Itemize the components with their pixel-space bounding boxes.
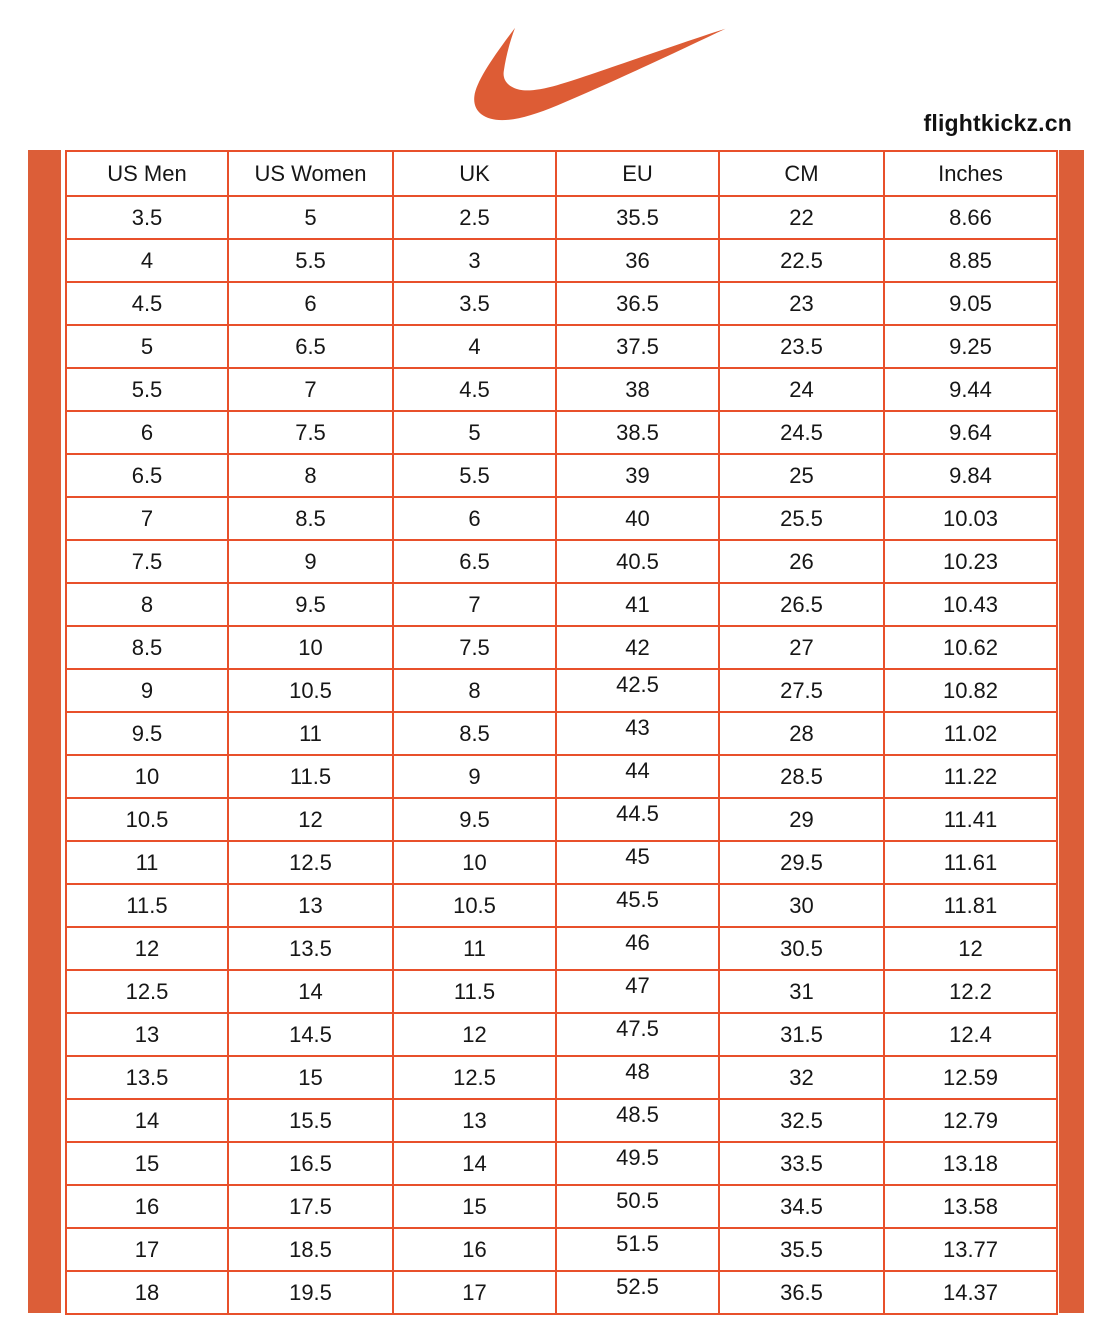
size-cell: 35.5 [719,1228,884,1271]
size-cell: 9.05 [884,282,1057,325]
table-row [66,1228,1057,1271]
size-cell: 35.5 [556,196,719,239]
table-row [66,1013,1057,1056]
size-cell: 22 [719,196,884,239]
size-cell: 42.5 [556,669,719,712]
size-cell: 11.02 [884,712,1057,755]
size-cell: 3.5 [393,282,556,325]
size-cell: 6 [66,411,228,454]
size-cell: 51.5 [556,1228,719,1271]
size-cell: 12 [393,1013,556,1056]
size-cell: 3.5 [66,196,228,239]
size-cell: 13 [393,1099,556,1142]
size-cell: 47 [556,970,719,1013]
size-cell: 23.5 [719,325,884,368]
table-row [66,669,1057,712]
size-cell: 50.5 [556,1185,719,1228]
size-cell: 30 [719,884,884,927]
size-cell: 22.5 [719,239,884,282]
size-cell: 9.25 [884,325,1057,368]
size-cell: 17 [393,1271,556,1314]
size-cell: 32 [719,1056,884,1099]
size-cell: 7.5 [228,411,393,454]
size-cell: 32.5 [719,1099,884,1142]
size-cell: 13.5 [66,1056,228,1099]
size-cell: 10.43 [884,583,1057,626]
size-cell: 28 [719,712,884,755]
size-cell: 17 [66,1228,228,1271]
size-cell: 45.5 [556,884,719,927]
size-table [65,150,1058,1315]
size-chart-container [28,150,1082,1313]
size-cell: 26.5 [719,583,884,626]
table-row [66,1142,1057,1185]
header-row [66,151,1057,196]
size-cell: 18.5 [228,1228,393,1271]
size-cell: 13 [66,1013,228,1056]
left-accent-bar [28,150,61,1313]
size-cell: 18 [66,1271,228,1314]
size-table-header [66,151,1057,196]
size-cell: 6 [228,282,393,325]
size-cell: 11.5 [393,970,556,1013]
size-cell: 36 [556,239,719,282]
size-cell: 27.5 [719,669,884,712]
size-cell: 11 [393,927,556,970]
size-cell: 2.5 [393,196,556,239]
size-cell: 5 [393,411,556,454]
size-cell: 12.5 [66,970,228,1013]
size-cell: 16.5 [228,1142,393,1185]
size-cell: 23 [719,282,884,325]
size-cell: 11 [228,712,393,755]
size-cell: 46 [556,927,719,970]
size-cell: 9.44 [884,368,1057,411]
size-cell: 8.5 [393,712,556,755]
size-cell: 5 [228,196,393,239]
size-cell: 12.79 [884,1099,1057,1142]
size-cell: 4 [393,325,556,368]
table-row [66,325,1057,368]
size-cell: 43 [556,712,719,755]
table-row [66,1099,1057,1142]
size-cell: 31 [719,970,884,1013]
size-cell: 52.5 [556,1271,719,1314]
size-cell: 10.5 [228,669,393,712]
table-row [66,239,1057,282]
size-cell: 12.2 [884,970,1057,1013]
size-cell: 37.5 [556,325,719,368]
size-cell: 28.5 [719,755,884,798]
size-cell: 13.58 [884,1185,1057,1228]
size-cell: 13.5 [228,927,393,970]
table-row [66,927,1057,970]
size-cell: 8.66 [884,196,1057,239]
size-cell: 8 [393,669,556,712]
size-cell: 15 [393,1185,556,1228]
size-cell: 6 [393,497,556,540]
size-cell: 27 [719,626,884,669]
size-cell: 7 [228,368,393,411]
size-cell: 16 [66,1185,228,1228]
table-row [66,583,1057,626]
size-cell: 12 [228,798,393,841]
size-table-body [66,196,1057,1314]
size-cell: 9.84 [884,454,1057,497]
size-cell: 11.61 [884,841,1057,884]
size-cell: 33.5 [719,1142,884,1185]
size-cell: 34.5 [719,1185,884,1228]
size-cell: 10 [66,755,228,798]
size-cell: 11.81 [884,884,1057,927]
table-row [66,712,1057,755]
size-cell: 12 [66,927,228,970]
size-cell: 25.5 [719,497,884,540]
size-cell: 8.5 [228,497,393,540]
size-cell: 9 [66,669,228,712]
size-cell: 19.5 [228,1271,393,1314]
table-row [66,970,1057,1013]
size-cell: 26 [719,540,884,583]
size-cell: 12.4 [884,1013,1057,1056]
size-cell: 14 [393,1142,556,1185]
size-cell: 8.5 [66,626,228,669]
size-cell: 48.5 [556,1099,719,1142]
nike-swoosh-icon [448,26,726,122]
size-cell: 13.18 [884,1142,1057,1185]
size-cell: 16 [393,1228,556,1271]
table-row [66,626,1057,669]
size-cell: 11.22 [884,755,1057,798]
table-row [66,411,1057,454]
size-cell: 15 [228,1056,393,1099]
size-cell: 4.5 [393,368,556,411]
table-row [66,884,1057,927]
size-cell: 14 [66,1099,228,1142]
size-cell: 49.5 [556,1142,719,1185]
table-row [66,368,1057,411]
size-cell: 11.5 [228,755,393,798]
size-cell: 12 [884,927,1057,970]
size-cell: 40.5 [556,540,719,583]
size-cell: 7 [66,497,228,540]
size-cell: 6.5 [66,454,228,497]
size-cell: 24 [719,368,884,411]
size-cell: 36.5 [719,1271,884,1314]
size-cell: 38.5 [556,411,719,454]
size-cell: 15.5 [228,1099,393,1142]
size-cell: 10 [228,626,393,669]
size-cell: 6.5 [393,540,556,583]
column-header: US Men [66,151,228,196]
size-cell: 24.5 [719,411,884,454]
size-cell: 39 [556,454,719,497]
size-cell: 5.5 [66,368,228,411]
size-cell: 38 [556,368,719,411]
size-cell: 10.5 [66,798,228,841]
size-cell: 12.5 [393,1056,556,1099]
size-cell: 40 [556,497,719,540]
size-cell: 4.5 [66,282,228,325]
table-row [66,497,1057,540]
size-cell: 14.5 [228,1013,393,1056]
column-header: US Women [228,151,393,196]
size-cell: 47.5 [556,1013,719,1056]
size-cell: 29.5 [719,841,884,884]
size-cell: 13.77 [884,1228,1057,1271]
table-row [66,798,1057,841]
size-cell: 10 [393,841,556,884]
table-row [66,282,1057,325]
size-cell: 7 [393,583,556,626]
size-cell: 11.5 [66,884,228,927]
size-cell: 30.5 [719,927,884,970]
size-cell: 3 [393,239,556,282]
size-cell: 8 [66,583,228,626]
table-row [66,196,1057,239]
table-row [66,1185,1057,1228]
size-cell: 4 [66,239,228,282]
size-cell: 13 [228,884,393,927]
size-cell: 5.5 [228,239,393,282]
size-cell: 45 [556,841,719,884]
size-cell: 25 [719,454,884,497]
size-cell: 41 [556,583,719,626]
column-header: CM [719,151,884,196]
table-row [66,454,1057,497]
size-cell: 9.64 [884,411,1057,454]
size-cell: 14 [228,970,393,1013]
size-cell: 11.41 [884,798,1057,841]
size-cell: 36.5 [556,282,719,325]
right-accent-bar [1059,150,1084,1313]
table-row [66,755,1057,798]
size-cell: 9 [393,755,556,798]
size-cell: 9.5 [66,712,228,755]
size-cell: 15 [66,1142,228,1185]
size-cell: 14.37 [884,1271,1057,1314]
size-cell: 10.82 [884,669,1057,712]
size-cell: 7.5 [393,626,556,669]
size-cell: 5.5 [393,454,556,497]
size-cell: 9.5 [228,583,393,626]
watermark-text: flightkickz.cn [923,110,1072,136]
size-cell: 12.59 [884,1056,1057,1099]
size-cell: 10.03 [884,497,1057,540]
size-cell: 10.23 [884,540,1057,583]
column-header: Inches [884,151,1057,196]
size-cell: 48 [556,1056,719,1099]
column-header: EU [556,151,719,196]
size-cell: 11 [66,841,228,884]
table-row [66,1056,1057,1099]
size-cell: 44.5 [556,798,719,841]
size-cell: 31.5 [719,1013,884,1056]
size-cell: 9.5 [393,798,556,841]
size-cell: 10.5 [393,884,556,927]
size-cell: 10.62 [884,626,1057,669]
table-row [66,1271,1057,1314]
size-cell: 42 [556,626,719,669]
size-cell: 8 [228,454,393,497]
column-header: UK [393,151,556,196]
size-cell: 9 [228,540,393,583]
size-cell: 12.5 [228,841,393,884]
size-cell: 44 [556,755,719,798]
size-cell: 6.5 [228,325,393,368]
size-cell: 17.5 [228,1185,393,1228]
size-cell: 8.85 [884,239,1057,282]
size-cell: 7.5 [66,540,228,583]
table-row [66,841,1057,884]
size-cell: 29 [719,798,884,841]
size-cell: 5 [66,325,228,368]
table-row [66,540,1057,583]
